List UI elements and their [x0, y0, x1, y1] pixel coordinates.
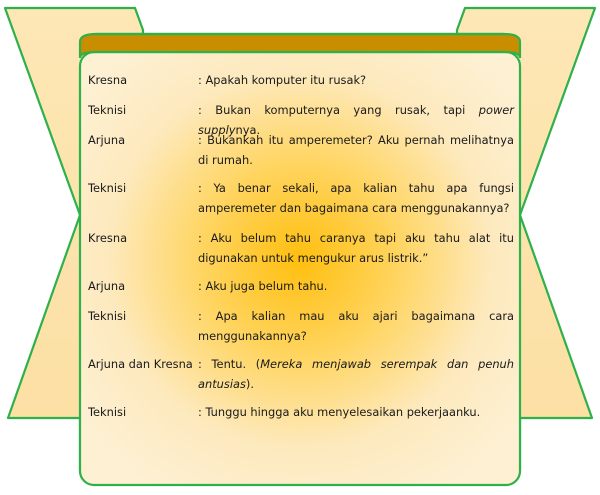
speech-fragment: : Apakah komputer itu rusak? [198, 73, 367, 87]
speaker-name: Teknisi [88, 405, 127, 419]
speech-fragment: ). [245, 377, 254, 391]
speech-fragment: : Aku belum tahu caranya tapi aku tahu alat itu digunakan untuk mengukur arus listrik.” [198, 231, 514, 265]
speech-fragment: : Tentu. ( [198, 357, 261, 371]
speaker-name: Arjuna [88, 279, 126, 293]
speech-text [198, 276, 514, 296]
speech-fragment: : Bukan komputernya yang rusak, tapi [198, 103, 479, 117]
speech-text [198, 402, 514, 422]
speech-fragment: : Tunggu hingga aku menyelesaikan pekerjaanku. [198, 405, 481, 419]
italic-phrase: power supply [198, 103, 514, 137]
speaker-name: Teknisi [88, 309, 127, 323]
speaker-name: Kresna [88, 73, 128, 87]
speech-fragment: : Apa kalian mau aku ajari bagaimana cara menggunakannya? [198, 309, 514, 343]
speaker-name: Arjuna [88, 133, 126, 147]
speech-fragment: : Ya benar sekali, apa kalian tahu apa fungsi amperemeter dan bagaimana cara menggunakannya? [198, 181, 514, 215]
speech-text [198, 70, 514, 90]
italic-phrase: Mereka menjawab serempak dan penuh antusias [198, 357, 514, 391]
speech-text [198, 306, 514, 346]
speech-fragment: nya. [235, 123, 261, 137]
speech-text [198, 178, 514, 218]
speech-text [198, 354, 514, 394]
speaker-name: Teknisi [88, 181, 127, 195]
speech-fragment: : Aku juga belum tahu. [198, 279, 328, 293]
speech-text [198, 228, 514, 268]
speaker-name: Kresna [88, 231, 128, 245]
speech-text [198, 130, 514, 170]
speaker-name: Arjuna dan Kresna [88, 357, 193, 371]
speech-fragment: : Bukankah itu amperemeter? Aku pernah melihatnya di rumah. [198, 133, 514, 167]
speaker-name: Teknisi [88, 103, 127, 117]
